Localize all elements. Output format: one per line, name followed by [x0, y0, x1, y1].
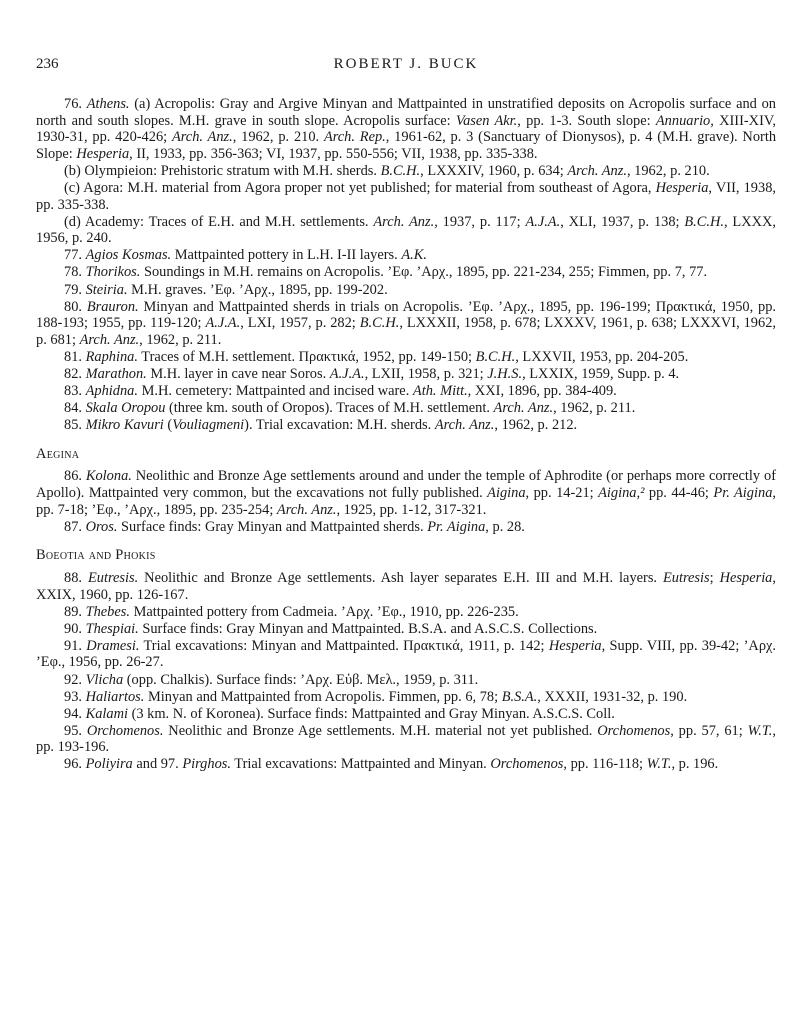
- italic-citation: B.C.H.: [684, 213, 724, 230]
- italic-citation: Ath. Mitt.: [412, 383, 468, 400]
- catalogue-entry: 87. Oros. Surface finds: Gray Minyan and Mattpainted sherds. Pr. Aigina, p. 28.: [64, 518, 525, 535]
- italic-citation: Hesperia,: [76, 145, 133, 162]
- italic-citation: Annuario,: [655, 112, 714, 129]
- italic-citation: Kalami: [85, 705, 128, 722]
- italic-citation: Marathon.: [85, 366, 147, 382]
- italic-citation: Arch. Rep.: [323, 129, 386, 146]
- italic-citation: J.H.S.: [487, 366, 523, 382]
- italic-citation: Arch. Anz.: [276, 501, 337, 518]
- italic-citation: Arch. Anz.: [434, 417, 495, 434]
- italic-citation: Orchomenos: [490, 756, 564, 773]
- italic-citation: Arch. Anz.: [493, 400, 554, 417]
- italic-citation: Arch. Anz.: [567, 162, 627, 179]
- italic-citation: Aigina,²: [598, 485, 645, 502]
- italic-citation: Brauron.: [86, 298, 139, 315]
- catalogue-entry: (d) Academy: Traces of E.H. and M.H. settlements. Arch. Anz., 1937, p. 117; A.J.A., XLI, 1937, p. 138; B.C.H., LXXX, 1956, p. 240.: [36, 213, 776, 247]
- italic-citation: Skala Oropou: [85, 400, 166, 417]
- catalogue-entry: 80. Brauron. Minyan and Mattpainted sherds in trials on Acropolis. ’Εφ. ’Αρχ., 1895, pp. 196-199; Πρακτικά, 1950, pp. 188-193; 1955, pp. 119-120; A.J.A., LXI, 1957, p. 282; B.C.H., LXXXII, 1958, p. 678; LXXXV, 1961, p. 638; LXXXVI, 1962, p. 681; Arch. Anz., 1962, p. 211.: [36, 298, 776, 348]
- italic-citation: W.T.: [646, 756, 672, 773]
- italic-citation: Vlicha: [85, 671, 124, 688]
- italic-citation: Vasen Akr.: [455, 112, 518, 129]
- catalogue-entry: 78. Thorikos. Soundings in M.H. remains on Acropolis. ’Εφ. ’Αρχ., 1895, pp. 221-234, 255; Fimmen, pp. 7, 77.: [64, 264, 708, 281]
- italic-citation: Steiria.: [85, 281, 128, 298]
- italic-citation: Pr. Aigina: [713, 485, 773, 502]
- italic-citation: B.S.A.: [501, 688, 538, 705]
- italic-citation: Orchomenos: [597, 722, 671, 739]
- catalogue-entry: 96. Poliyira and 97. Pirghos. Trial excavations: Mattpainted and Minyan. Orchomenos, pp. 116-118; W.T., p. 196.: [64, 756, 719, 773]
- italic-citation: Arch. Anz.: [79, 331, 140, 348]
- catalogue-entry: 94. Kalami (3 km. N. of Koronea). Surface finds: Mattpainted and Gray Minyan. A.S.C.S. Coll.: [64, 705, 615, 722]
- italic-citation: A.J.A.: [329, 366, 365, 382]
- catalogue-entry: 84. Skala Oropou (three km. south of Oropos). Traces of M.H. settlement. Arch. Anz., 1962, p. 211.: [64, 400, 636, 417]
- section-heading: Aegina: [36, 445, 80, 462]
- page-header: [36, 56, 776, 80]
- italic-citation: Thespiai.: [85, 620, 139, 637]
- italic-citation: Kolona.: [85, 468, 132, 485]
- italic-citation: Poliyira: [85, 756, 133, 773]
- italic-citation: Hesperia: [655, 179, 709, 196]
- italic-citation: Thorikos.: [85, 264, 141, 281]
- italic-citation: Athens.: [86, 96, 130, 112]
- italic-citation: Aphidna.: [85, 383, 138, 400]
- italic-citation: Arch. Anz.: [171, 129, 233, 146]
- catalogue-entry: 79. Steiria. M.H. graves. ’Εφ. ’Αρχ., 1895, pp. 199-202.: [64, 281, 388, 298]
- italic-citation: B.C.H.: [475, 348, 516, 365]
- italic-citation: Hesperia: [719, 569, 773, 586]
- catalogue-entry: 93. Haliartos. Minyan and Mattpainted from Acropolis. Fimmen, pp. 6, 78; B.S.A., XXXII, 1931-32, p. 190.: [64, 688, 688, 705]
- italic-citation: Mikro Kavuri: [85, 417, 164, 434]
- catalogue-entry: 90. Thespiai. Surface finds: Gray Minyan and Mattpainted. B.S.A. and A.S.C.S. Collections.: [64, 620, 598, 637]
- catalogue-entry: 77. Agios Kosmas. Mattpainted pottery in L.H. I-II layers. A.K.: [64, 247, 427, 264]
- italic-citation: Aigina: [487, 485, 526, 502]
- catalogue-entry: (c) Agora: M.H. material from Agora proper not yet published; for material from southeast of Agora, Hesperia, VII, 1938, pp. 335-338.: [36, 179, 776, 213]
- italic-citation: Pr. Aigina: [427, 518, 486, 535]
- page: [36, 56, 777, 773]
- italic-citation: Eutresis: [663, 569, 710, 586]
- italic-citation: B.C.H.: [359, 315, 400, 332]
- catalogue-entry: 81. Raphina. Traces of M.H. settlement. Πρακτικά, 1952, pp. 149-150; B.C.H., LXXVII, 1953, pp. 204-205.: [64, 348, 689, 365]
- running-head: ROBERT J. BUCK: [333, 56, 479, 72]
- italic-citation: Haliartos.: [85, 688, 145, 705]
- section-heading: Boeotia and Phokis: [36, 547, 156, 564]
- catalogue-entry: 88. Eutresis. Neolithic and Bronze Age settlements. Ash layer separates E.H. III and M.H. layers. Eutresis; Hesperia, XXIX, 1960, pp. 126-167.: [36, 569, 776, 603]
- catalogue-entry: (b) Olympieion: Prehistoric stratum with M.H. sherds. B.C.H., LXXXIV, 1960, p. 634; Arch. Anz., 1962, p. 210.: [64, 162, 710, 179]
- catalogue-entry: 92. Vlicha (opp. Chalkis). Surface finds: ’Αρχ. Εὐβ. Μελ., 1959, p. 311.: [64, 671, 479, 688]
- italic-citation: B.C.H.: [380, 162, 421, 179]
- italic-citation: Pirghos.: [182, 756, 231, 773]
- italic-citation: Raphina.: [85, 348, 138, 365]
- catalogue-entry: 85. Mikro Kavuri (Vouliagmeni). Trial excavation: M.H. sherds. Arch. Anz., 1962, p. 212.: [64, 417, 578, 434]
- page-number: 236: [36, 56, 59, 72]
- italic-citation: Vouliagmeni: [172, 417, 245, 434]
- catalogue-entry: 89. Thebes. Mattpainted pottery from Cadmeia. ’Αρχ. ’Εφ., 1910, pp. 226-235.: [64, 603, 519, 620]
- italic-citation: Arch. Anz.: [373, 213, 435, 230]
- catalogue-body: [36, 96, 776, 774]
- catalogue-entry: 82. Marathon. M.H. layer in cave near Soros. A.J.A., LXII, 1958, p. 321; J.H.S., LXXIX, 1959, Supp. p. 4.: [64, 366, 680, 382]
- italic-citation: Agios Kosmas.: [85, 247, 172, 264]
- catalogue-entry: 76. Athens. (a) Acropolis: Gray and Argive Minyan and Mattpainted in unstratified deposits on Acropolis surface and on north and south slopes. M.H. grave in south slope. Acropolis surface: Vasen Akr., pp. 1-3. South slope: Annuario, XIII-XIV, 1930-31, pp. 420-426; Arch. Anz., 1962, p. 210. Arch. Rep., 1961-62, p. 3 (Sanctuary of Dionysos), p. 4 (M.H. grave). North Slope: Hesperia, II, 1933, pp. 356-363; VI, 1937, pp. 550-556; VII, 1938, pp. 335-338.: [36, 96, 777, 162]
- catalogue-entry: 86. Kolona. Neolithic and Bronze Age settlements around and under the temple of Aphrodite (or perhaps more correctly of Apollo). Mattpainted very common, but the excavations not fully published. Aigina, pp. 14-21; Aigina,² pp. 44-46; Pr. Aigina, pp. 7-18; ’Εφ., ’Αρχ., 1895, pp. 235-254; Arch. Anz., 1925, pp. 1-12, 317-321.: [36, 468, 776, 518]
- catalogue-entry: 83. Aphidna. M.H. cemetery: Mattpainted and incised ware. Ath. Mitt., XXI, 1896, pp. 384-409.: [64, 383, 617, 400]
- catalogue-entry: 95. Orchomenos. Neolithic and Bronze Age settlements. M.H. material not yet published. Orchomenos, pp. 57, 61; W.T., pp. 193-196.: [36, 722, 776, 756]
- italic-citation: W.T.: [747, 722, 773, 739]
- italic-citation: Dramesi.: [86, 637, 140, 654]
- italic-citation: A.J.A.: [205, 315, 241, 332]
- italic-citation: A.J.A.: [525, 213, 561, 230]
- catalogue-entry: 91. Dramesi. Trial excavations: Minyan and Mattpainted. Πρακτικά, 1911, p. 142; Hesperia, Supp. VIII, pp. 39-42; ’Αρχ. ’Εφ., 1956, pp. 26-27.: [36, 637, 776, 671]
- italic-citation: Orchomenos.: [86, 722, 164, 739]
- italic-citation: Hesperia,: [548, 637, 606, 654]
- italic-citation: A.K.: [401, 247, 427, 264]
- italic-citation: Oros.: [85, 518, 118, 535]
- italic-citation: Eutresis.: [87, 569, 139, 586]
- italic-citation: Thebes.: [85, 603, 130, 620]
